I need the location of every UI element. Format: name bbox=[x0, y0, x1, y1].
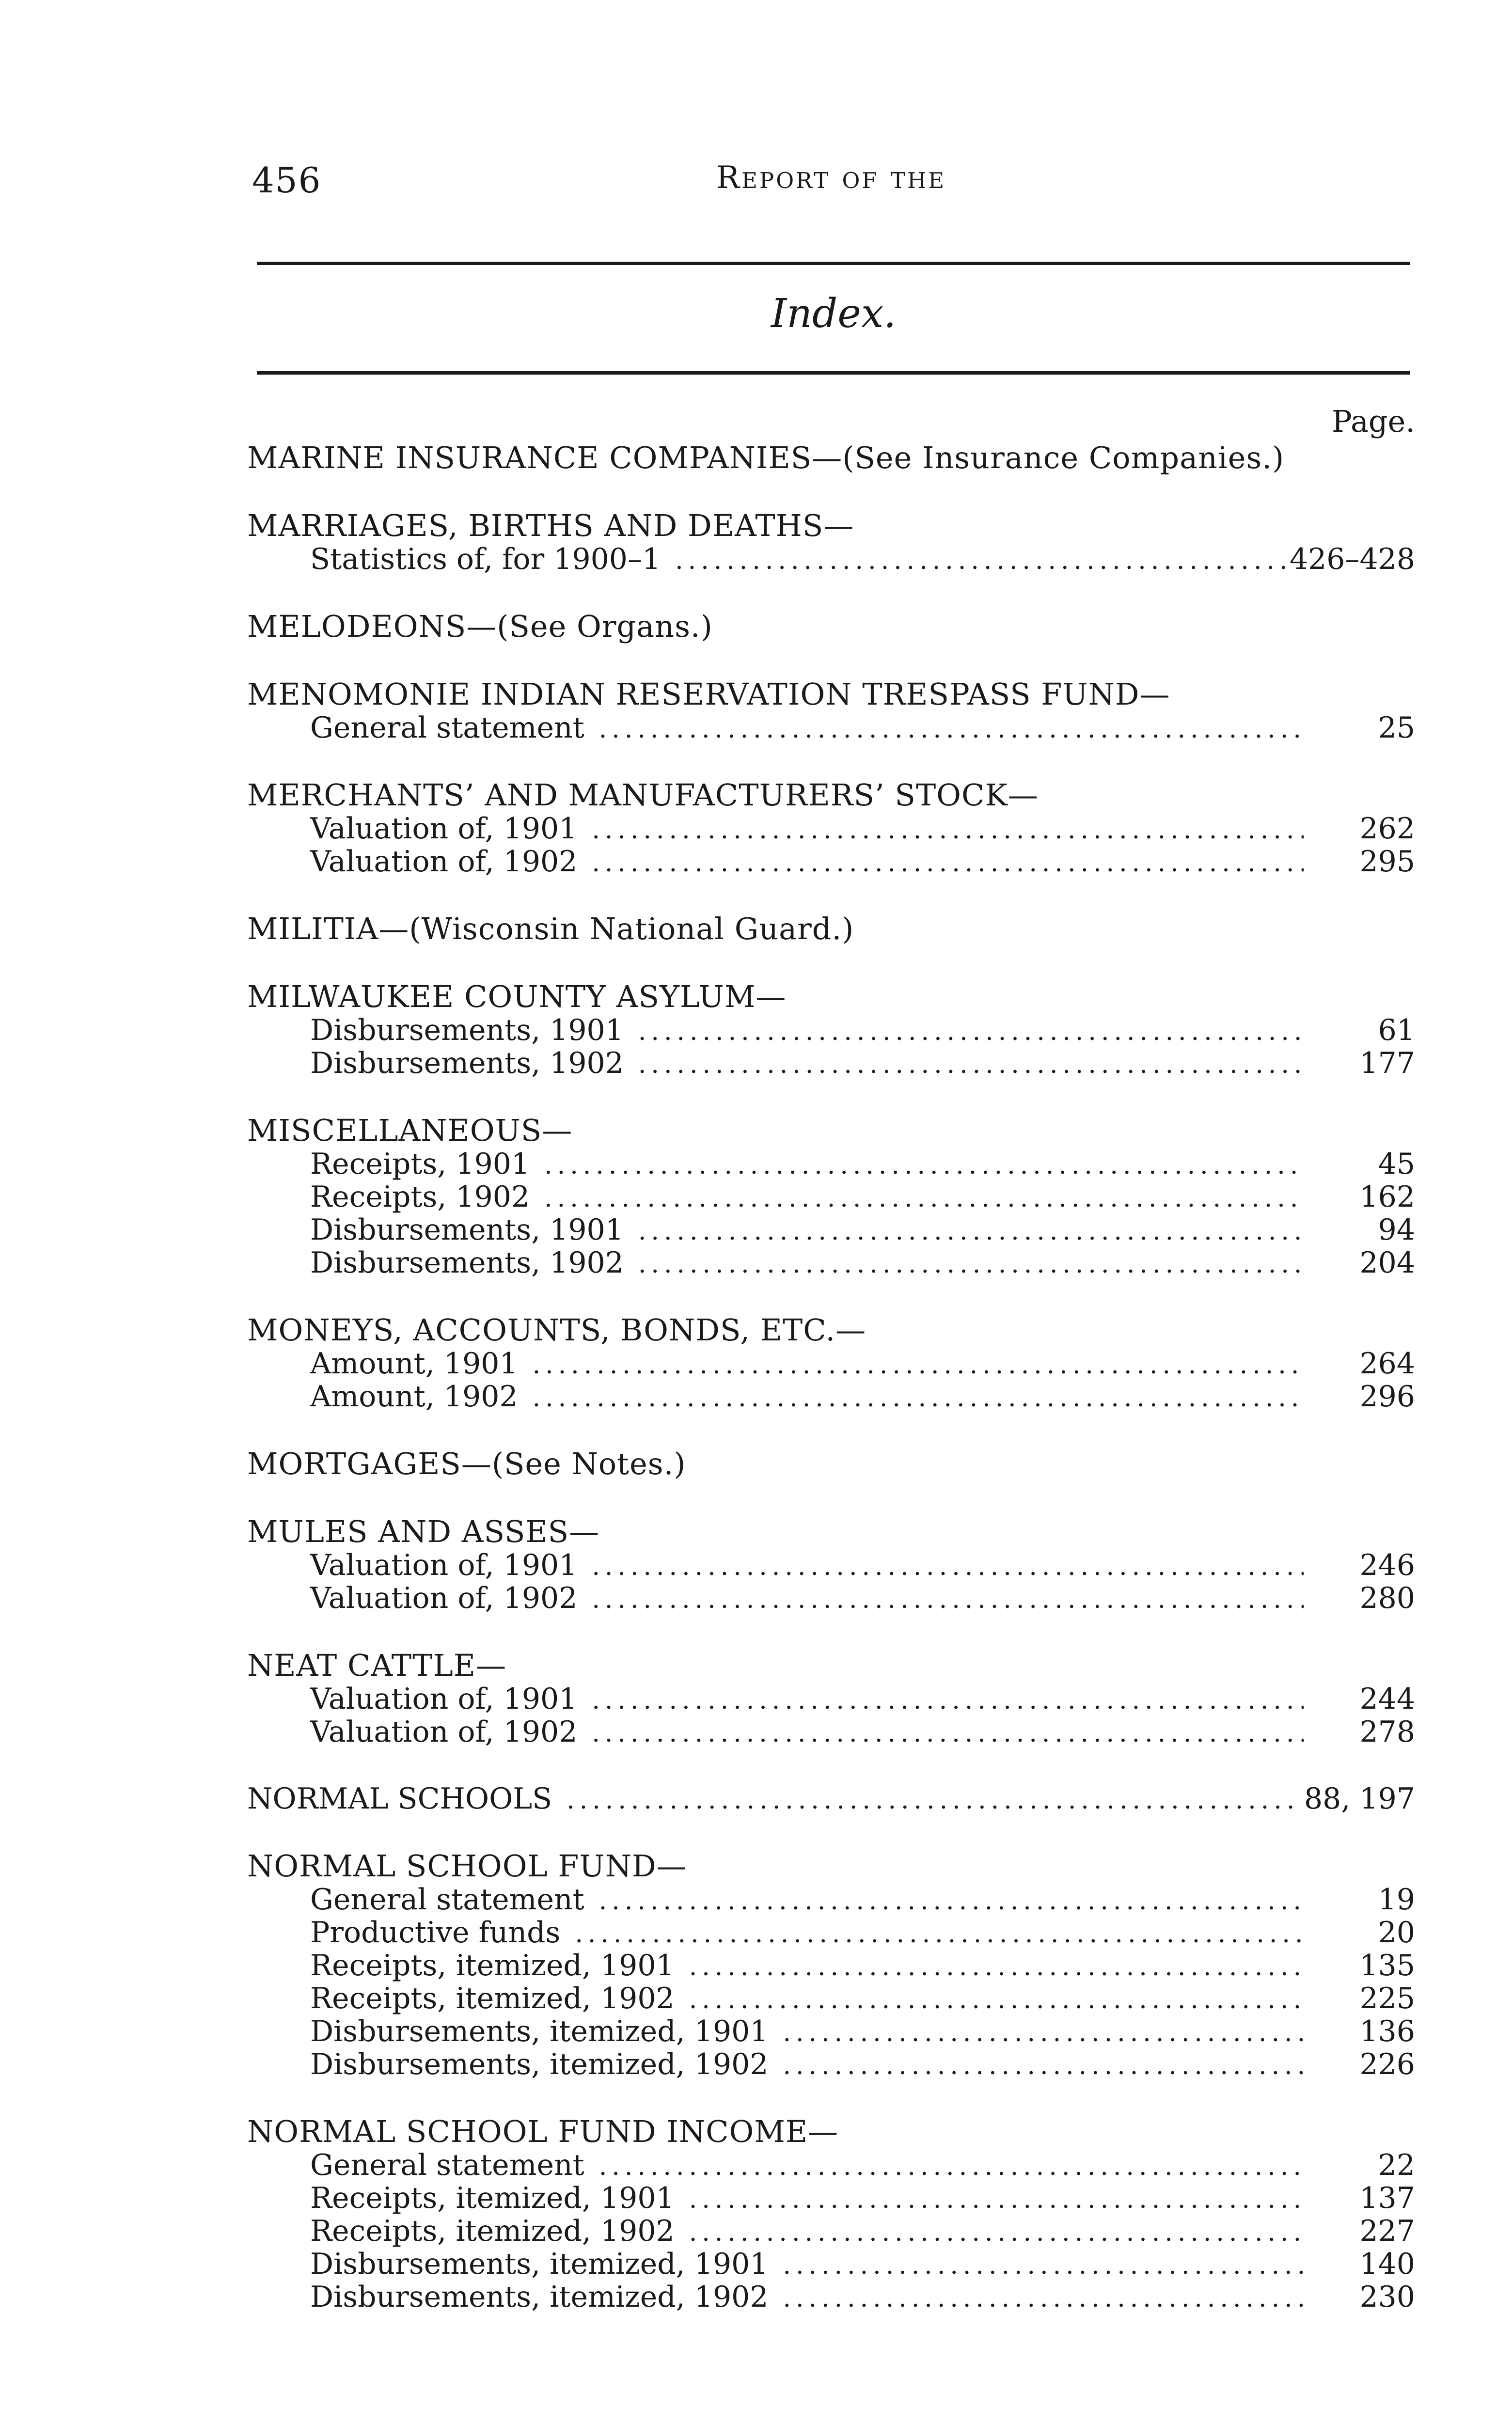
entry-page-number: 88, 197 bbox=[1304, 1782, 1415, 1816]
entry-row bbox=[247, 1883, 1415, 1916]
index-entry bbox=[247, 1849, 1415, 2081]
dot-leader bbox=[675, 544, 1285, 577]
entry-page-number: 162 bbox=[1359, 1180, 1415, 1214]
entry-row bbox=[247, 1148, 1415, 1180]
entry-page-number: 25 bbox=[1378, 711, 1415, 745]
index-entry bbox=[247, 912, 1415, 946]
dot-leader bbox=[592, 1583, 1304, 1616]
entry-page-number: 296 bbox=[1359, 1380, 1415, 1414]
entry-page-number: 135 bbox=[1359, 1949, 1415, 1982]
dot-leader bbox=[783, 2049, 1304, 2082]
entry-row bbox=[247, 2149, 1415, 2182]
entry-row-label: Valuation of, 1901 bbox=[310, 1682, 578, 1716]
dot-leader bbox=[575, 1918, 1304, 1951]
index-entry bbox=[247, 441, 1415, 475]
index-title: Index. bbox=[771, 291, 897, 337]
index-entry bbox=[247, 1649, 1415, 1748]
entry-row bbox=[247, 1582, 1415, 1615]
entry-heading: MILWAUKEE COUNTY ASYLUM— bbox=[247, 979, 787, 1014]
index-entry bbox=[247, 1114, 1415, 1279]
entry-row-label: Disbursements, itemized, 1902 bbox=[310, 2280, 769, 2314]
dot-leader bbox=[783, 2282, 1304, 2315]
entry-page-number: 280 bbox=[1359, 1581, 1415, 1615]
index-entry bbox=[247, 1313, 1415, 1413]
entry-page-number: 225 bbox=[1359, 1982, 1415, 2015]
entry-heading: MELODEONS—(See Organs.) bbox=[247, 609, 713, 644]
dot-leader bbox=[689, 1983, 1304, 2016]
entry-page-number: 244 bbox=[1359, 1682, 1415, 1716]
entry-row-label: NORMAL SCHOOLS bbox=[247, 1782, 552, 1816]
entry-row-label: Disbursements, itemized, 1902 bbox=[310, 2047, 769, 2081]
dot-leader bbox=[592, 1684, 1304, 1717]
index-entry bbox=[247, 2115, 1415, 2313]
entry-row bbox=[247, 1347, 1415, 1380]
entry-page-number: 278 bbox=[1359, 1715, 1415, 1749]
entry-page-number: 137 bbox=[1359, 2181, 1415, 2215]
entry-row bbox=[247, 1683, 1415, 1715]
entry-row bbox=[247, 1180, 1415, 1213]
entry-row bbox=[247, 2015, 1415, 2048]
entry-row bbox=[247, 2248, 1415, 2281]
entry-page-number: 136 bbox=[1359, 2014, 1415, 2048]
entry-row-label: Disbursements, 1901 bbox=[310, 1213, 624, 1247]
entry-row-label: Valuation of, 1901 bbox=[310, 1548, 578, 1582]
entry-heading: MARINE INSURANCE COMPANIES—(See Insurance Companies.) bbox=[247, 440, 1285, 475]
entry-row bbox=[247, 1047, 1415, 1080]
entry-page-number: 19 bbox=[1378, 1883, 1415, 1917]
entry-row-label: Disbursements, 1902 bbox=[310, 1046, 624, 1080]
entry-row-label: Statistics of, for 1900–1 bbox=[310, 542, 661, 576]
dot-leader bbox=[638, 1015, 1304, 1048]
entry-heading: MONEYS, ACCOUNTS, BONDS, ETC.— bbox=[247, 1312, 866, 1348]
entry-row-label: Receipts, itemized, 1901 bbox=[310, 1949, 675, 1982]
entry-heading: MENOMONIE INDIAN RESERVATION TRESPASS FUND— bbox=[247, 677, 1170, 712]
top-rule bbox=[257, 262, 1410, 265]
page-column-label: Page. bbox=[1332, 404, 1415, 439]
entry-row-label: Receipts, itemized, 1901 bbox=[310, 2181, 675, 2215]
entry-page-number: 264 bbox=[1359, 1347, 1415, 1381]
entry-row bbox=[247, 1380, 1415, 1413]
dot-leader bbox=[599, 713, 1304, 746]
index-entry bbox=[247, 610, 1415, 644]
dot-leader bbox=[689, 2216, 1304, 2249]
entry-heading: MERCHANTS’ AND MANUFACTURERS’ STOCK— bbox=[247, 777, 1039, 813]
index-entry bbox=[247, 980, 1415, 1080]
dot-leader bbox=[599, 2150, 1304, 2183]
entry-row bbox=[247, 1916, 1415, 1949]
dot-leader bbox=[592, 814, 1304, 847]
dot-leader bbox=[638, 1215, 1304, 1248]
dot-leader bbox=[592, 1550, 1304, 1583]
entry-row bbox=[247, 2182, 1415, 2215]
entry-row-label: Disbursements, itemized, 1901 bbox=[310, 2247, 769, 2281]
index-entries bbox=[247, 402, 1415, 2347]
entry-row-label: General statement bbox=[310, 1883, 584, 1917]
entry-page-number: 204 bbox=[1359, 1246, 1415, 1280]
entry-row-label: Receipts, itemized, 1902 bbox=[310, 1982, 675, 2015]
index-entry bbox=[247, 509, 1415, 576]
dot-leader bbox=[544, 1149, 1304, 1182]
entry-row-label: Amount, 1902 bbox=[310, 1380, 518, 1414]
entry-row bbox=[247, 812, 1415, 845]
entry-row bbox=[247, 1782, 1415, 1815]
entry-heading: NORMAL SCHOOL FUND— bbox=[247, 1848, 687, 1884]
entry-page-number: 227 bbox=[1359, 2214, 1415, 2248]
entry-row bbox=[247, 845, 1415, 878]
index-entry bbox=[247, 1447, 1415, 1481]
entry-row bbox=[247, 1549, 1415, 1582]
dot-leader bbox=[544, 1182, 1304, 1215]
dot-leader bbox=[783, 2249, 1304, 2282]
entry-heading: MARRIAGES, BIRTHS AND DEATHS— bbox=[247, 508, 854, 543]
entry-row-label: Valuation of, 1902 bbox=[310, 1581, 578, 1615]
dot-leader bbox=[689, 1951, 1304, 1983]
entry-page-number: 20 bbox=[1378, 1916, 1415, 1950]
entry-row-label: Disbursements, 1902 bbox=[310, 1246, 624, 1280]
entry-page-number: 246 bbox=[1359, 1548, 1415, 1582]
entry-page-number: 226 bbox=[1359, 2047, 1415, 2081]
entry-page-number: 94 bbox=[1378, 1213, 1415, 1247]
entry-row bbox=[247, 1715, 1415, 1748]
dot-leader bbox=[783, 2016, 1304, 2049]
dot-leader bbox=[567, 1784, 1299, 1817]
entry-row bbox=[247, 2215, 1415, 2248]
entry-row bbox=[247, 2048, 1415, 2081]
entry-row-label: General statement bbox=[310, 2148, 584, 2182]
dot-leader bbox=[533, 1382, 1304, 1415]
index-entry bbox=[247, 778, 1415, 878]
dot-leader bbox=[592, 1717, 1304, 1750]
entry-page-number: 262 bbox=[1359, 812, 1415, 846]
entry-row-label: Valuation of, 1902 bbox=[310, 1715, 578, 1749]
dot-leader bbox=[689, 2183, 1304, 2216]
entry-row-label: Receipts, 1901 bbox=[310, 1147, 530, 1181]
entry-row bbox=[247, 1213, 1415, 1246]
dot-leader bbox=[638, 1248, 1304, 1281]
entry-row bbox=[247, 543, 1415, 576]
entry-page-number: 295 bbox=[1359, 845, 1415, 879]
entry-row-label: Receipts, itemized, 1902 bbox=[310, 2214, 675, 2248]
bottom-rule bbox=[257, 371, 1410, 375]
entry-row bbox=[247, 1014, 1415, 1047]
entry-page-number: 61 bbox=[1378, 1013, 1415, 1047]
entry-row bbox=[247, 1982, 1415, 2015]
entry-page-number: 22 bbox=[1378, 2148, 1415, 2182]
entry-heading: NEAT CATTLE— bbox=[247, 1648, 507, 1683]
entry-row-label: General statement bbox=[310, 711, 584, 745]
index-entry bbox=[247, 677, 1415, 744]
dot-leader bbox=[592, 847, 1304, 880]
entry-row bbox=[247, 711, 1415, 744]
entry-row-label: Disbursements, 1901 bbox=[310, 1013, 624, 1047]
entry-row-label: Receipts, 1902 bbox=[310, 1180, 530, 1214]
page-number: 456 bbox=[252, 160, 322, 201]
entry-page-number: 426–428 bbox=[1289, 542, 1415, 576]
entry-heading: NORMAL SCHOOL FUND INCOME— bbox=[247, 2114, 839, 2149]
entry-heading: MILITIA—(Wisconsin National Guard.) bbox=[247, 911, 854, 946]
running-head: Report of the bbox=[716, 160, 946, 196]
dot-leader bbox=[599, 1885, 1304, 1918]
entry-row bbox=[247, 1949, 1415, 1982]
entry-page-number: 230 bbox=[1359, 2280, 1415, 2314]
dot-leader bbox=[533, 1349, 1304, 1382]
entry-page-number: 177 bbox=[1359, 1046, 1415, 1080]
entry-page-number: 45 bbox=[1378, 1147, 1415, 1181]
index-entry bbox=[247, 1515, 1415, 1615]
entry-heading: MISCELLANEOUS— bbox=[247, 1113, 573, 1148]
entry-row-label: Productive funds bbox=[310, 1916, 561, 1950]
entry-row-label: Valuation of, 1901 bbox=[310, 812, 578, 846]
dot-leader bbox=[638, 1048, 1304, 1081]
entry-row-label: Disbursements, itemized, 1901 bbox=[310, 2014, 769, 2048]
entry-row-label: Amount, 1901 bbox=[310, 1347, 518, 1381]
entry-heading: MORTGAGES—(See Notes.) bbox=[247, 1446, 686, 1481]
entry-row bbox=[247, 2281, 1415, 2313]
entry-row bbox=[247, 1246, 1415, 1279]
entry-page-number: 140 bbox=[1359, 2247, 1415, 2281]
page-header bbox=[252, 160, 1410, 204]
entry-row-label: Valuation of, 1902 bbox=[310, 845, 578, 879]
entry-heading: MULES AND ASSES— bbox=[247, 1514, 600, 1549]
index-entry bbox=[247, 1782, 1415, 1815]
